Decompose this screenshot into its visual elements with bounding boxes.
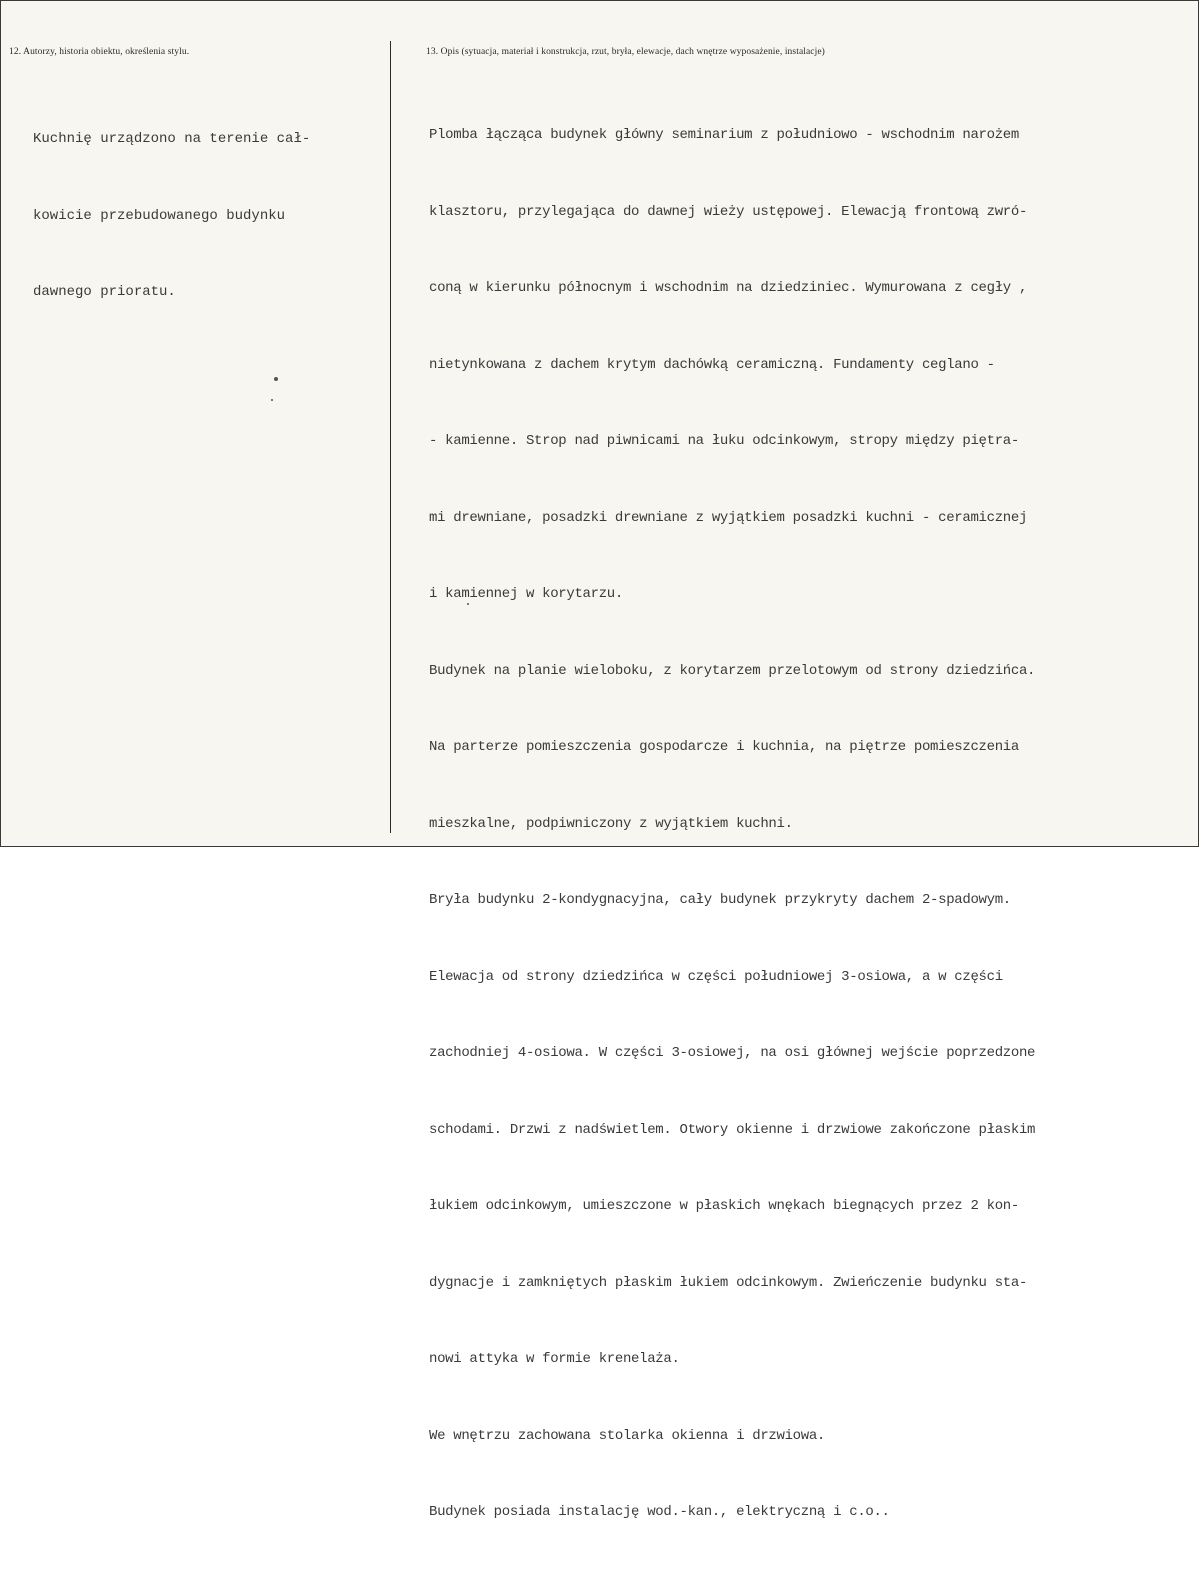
paper-speck xyxy=(274,377,278,381)
section-12-body xyxy=(33,76,310,357)
section-12-line: dawnego prioratu. xyxy=(33,284,176,300)
section-13-line: Plomba łącząca budynek główny seminarium z południowo - wschodnim narożem xyxy=(429,127,1019,143)
section-13-line: - kamienne. Strop nad piwnicami na łuku odcinkowym, stropy między piętra- xyxy=(429,433,1019,449)
section-12-line: kowicie przebudowanego budynku xyxy=(33,207,286,224)
section-13-line: i kamiennej w korytarzu. xyxy=(429,586,623,602)
section-13-line: Budynek na planie wieloboku, z korytarzem przelotowym od strony dziedzińca. xyxy=(429,662,1036,679)
section-13-line: zachodniej 4-osiowa. W części 3-osiowej, na osi głównej wejście poprzedzone xyxy=(429,1045,1036,1061)
section-13-body xyxy=(429,72,1035,1577)
section-13-line: Bryła budynku 2-kondygnacyjna, cały budynek przykryty dachem 2-spadowym. xyxy=(429,892,1011,908)
section-13-line: nietynkowana z dachem krytym dachówką ceramiczną. Fundamenty ceglano - xyxy=(429,356,995,373)
section-13-line: dygnacje i zamkniętych płaskim łukiem odcinkowym. Zwieńczenie budynku sta- xyxy=(429,1274,1028,1291)
section-13-line: Budynek posiada instalację wod.-kan., elektryczną i c.o.. xyxy=(429,1504,890,1520)
section-13-line: mieszkalne, podpiwniczony z wyjątkiem kuchni. xyxy=(429,815,793,832)
section-13-line: nowi attyka w formie krenelaża. xyxy=(429,1351,680,1367)
paper-speck xyxy=(271,399,273,401)
section-13-line: klasztoru, przylegająca do dawnej wieży ustępowej. Elewacją frontową zwró- xyxy=(429,203,1028,220)
section-13-line: Elewacja od strony dziedzińca w części południowej 3-osiowa, a w części xyxy=(429,968,1003,985)
section-13-line: łukiem odcinkowym, umieszczone w płaskich wnękach biegnących przez 2 kon- xyxy=(429,1198,1019,1214)
section-13-line: mi drewniane, posadzki drewniane z wyjątkiem posadzki kuchni - ceramicznej xyxy=(429,509,1028,526)
section-13-line: coną w kierunku północnym i wschodnim na dziedziniec. Wymurowana z cegły , xyxy=(429,280,1028,296)
section-13-line: schodami. Drzwi z nadświetlem. Otwory okienne i drzwiowe zakończone płaskim xyxy=(429,1121,1036,1138)
section-13-line: We wnętrzu zachowana stolarka okienna i drzwiowa. xyxy=(429,1427,825,1444)
paper-speck xyxy=(467,603,469,605)
section-12-heading: 12. Autorzy, historia obiektu, określenia stylu. xyxy=(9,47,190,57)
section-13-line: Na parterze pomieszczenia gospodarcze i kuchnia, na piętrze pomieszczenia xyxy=(429,739,1019,755)
column-divider xyxy=(390,41,391,833)
section-13-heading: 13. Opis (sytuacja, materiał i konstrukcja, rzut, bryła, elewacje, dach wnętrze wyposażenie, instalacje) xyxy=(426,47,825,57)
section-12-line: Kuchnię urządzono na terenie cał- xyxy=(33,131,311,147)
